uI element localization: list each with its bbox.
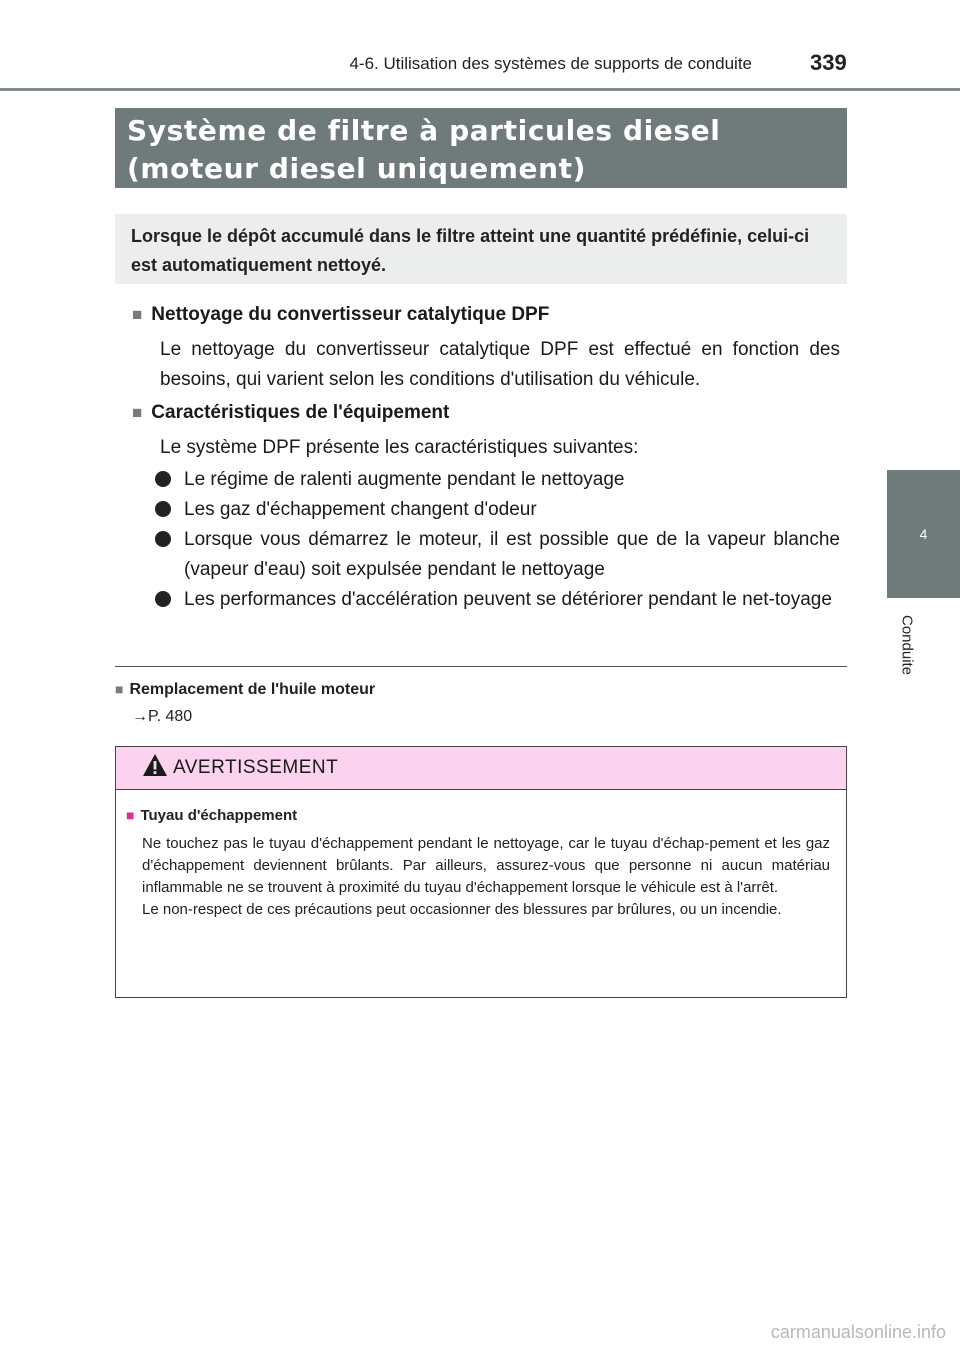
warning-box xyxy=(115,746,847,998)
bullet-dot-icon xyxy=(155,591,171,607)
section1-title-text: Nettoyage du convertisseur catalytique DPF xyxy=(151,304,550,325)
warning-text-paragraph: Le non-respect de ces précautions peut occasionner des blessures par brûlures, ou un incendie. xyxy=(142,901,782,918)
page-reference-link[interactable]: →P. 480 xyxy=(132,708,193,725)
watermark: carmanualsonline.info xyxy=(770,1322,946,1342)
square-bullet-icon: ■ xyxy=(126,807,135,823)
warning-triangle-icon xyxy=(142,753,168,782)
warning-subtitle xyxy=(126,807,297,824)
note-title xyxy=(115,681,375,699)
warning-subtitle-text: Tuyau d'échappement xyxy=(140,807,298,824)
bullet-item xyxy=(155,585,840,615)
bullet-item xyxy=(155,495,840,525)
square-bullet-icon: ■ xyxy=(115,681,124,697)
warning-text xyxy=(142,833,830,921)
chapter-number: 4 xyxy=(919,526,928,542)
header-section-title: 4-6. Utilisation des systèmes de supports de conduite xyxy=(349,54,752,73)
warning-text-paragraph: Ne touchez pas le tuyau d'échappement pendant le nettoyage, car le tuyau d'échap-pement et les gaz d'échappement deviennent brûlants. Par ailleurs, assurez-vous que personne ni aucun matériau inflammable ne se trouvent à proximité du tuyau d'échappement lorsque le véhicule est à l'arrêt. xyxy=(142,835,830,896)
chapter-label: Conduite xyxy=(898,614,916,676)
bullet-text: Les performances d'accélération peuvent se détériorer pendant le net-toyage xyxy=(184,589,832,610)
bullet-dot-icon xyxy=(155,501,171,517)
page-number: 339 xyxy=(810,50,847,75)
intro-box: Lorsque le dépôt accumulé dans le filtre atteint une quantité prédéfinie, celui-ci est automatiquement nettoyé. xyxy=(115,214,847,284)
bullet-text: Les gaz d'échappement changent d'odeur xyxy=(184,499,537,520)
bullet-dot-icon xyxy=(155,531,171,547)
header-divider xyxy=(0,88,960,91)
section2-title-text: Caractéristiques de l'équipement xyxy=(151,402,450,423)
section2-title xyxy=(132,402,449,424)
bullet-text: Le régime de ralenti augmente pendant le nettoyage xyxy=(184,469,625,490)
section1-title xyxy=(132,304,549,326)
bullet-item xyxy=(155,525,840,585)
square-bullet-icon: ■ xyxy=(132,403,143,422)
chapter-tab[interactable] xyxy=(887,470,960,598)
note-title-text: Remplacement de l'huile moteur xyxy=(129,681,376,698)
section-divider xyxy=(115,666,847,667)
section1-paragraph: Le nettoyage du convertisseur catalytique DPF est effectué en fonction des besoins, qui varient selon les conditions d'utilisation du véhicule. xyxy=(160,339,840,390)
warning-header xyxy=(116,747,846,790)
bullet-dot-icon xyxy=(155,471,171,487)
section2-paragraph: Le système DPF présente les caractéristiques suivantes: xyxy=(160,437,639,458)
page-title: Système de filtre à particules diesel (moteur diesel uniquement) xyxy=(115,108,847,188)
bullet-item xyxy=(155,465,840,495)
square-bullet-icon: ■ xyxy=(132,305,143,324)
bullet-text: Lorsque vous démarrez le moteur, il est possible que de la vapeur blanche (vapeur d'eau) soit expulsée pendant le nettoyage xyxy=(184,529,840,580)
warning-label: AVERTISSEMENT xyxy=(173,757,339,778)
